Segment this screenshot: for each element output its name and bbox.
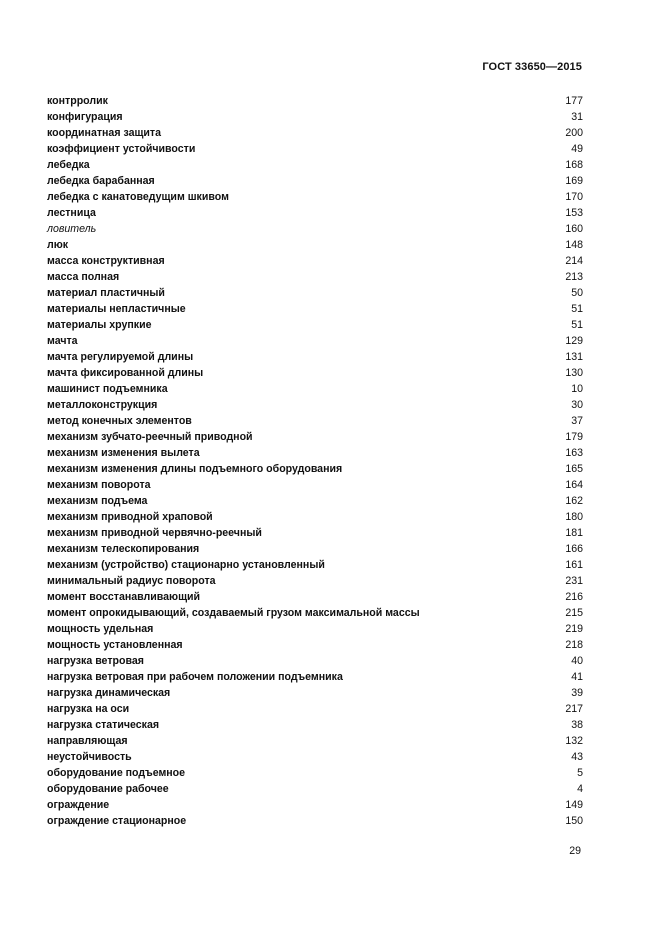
index-term: нагрузка ветровая при рабочем положении подъемника: [47, 671, 343, 683]
index-page-ref: 31: [571, 111, 583, 123]
index-entry: [47, 557, 583, 573]
index-term: мачта регулируемой длины: [47, 351, 194, 363]
index-entry: [47, 317, 583, 333]
index-entry: [47, 685, 583, 701]
index-entry: [47, 669, 583, 685]
index-page-ref: 218: [565, 639, 583, 651]
index-term: металлоконструкция: [47, 399, 158, 411]
index-entry: [47, 189, 583, 205]
index-entry: [47, 781, 583, 797]
page-number: 29: [569, 845, 581, 857]
index-page-ref: 165: [565, 463, 583, 475]
index-page-ref: 153: [565, 207, 583, 219]
index-page-ref: 163: [565, 447, 583, 459]
index-entry: [47, 109, 583, 125]
index-term: масса конструктивная: [47, 255, 165, 267]
index-page-ref: 213: [565, 271, 583, 283]
subject-index-list: [47, 93, 583, 829]
index-term: оборудование подъемное: [47, 767, 186, 779]
index-page-ref: 40: [571, 655, 583, 667]
index-entry: [47, 333, 583, 349]
index-term: нагрузка на оси: [47, 703, 130, 715]
index-entry: [47, 605, 583, 621]
index-page-ref: 215: [565, 607, 583, 619]
index-page-ref: 214: [565, 255, 583, 267]
index-entry: [47, 221, 583, 237]
index-entry: [47, 93, 583, 109]
index-page-ref: 50: [571, 287, 583, 299]
index-entry: [47, 285, 583, 301]
index-page-ref: 168: [565, 159, 583, 171]
index-term: материал пластичный: [47, 287, 165, 299]
index-page-ref: 41: [571, 671, 583, 683]
index-page-ref: 51: [571, 319, 583, 331]
index-term: неустойчивость: [47, 751, 132, 763]
index-entry: [47, 477, 583, 493]
index-entry: [47, 701, 583, 717]
index-term: машинист подъемника: [47, 383, 168, 395]
index-entry: [47, 157, 583, 173]
index-page-ref: 38: [571, 719, 583, 731]
index-entry: [47, 493, 583, 509]
index-term: мощность установленная: [47, 639, 183, 651]
index-term: люк: [47, 239, 69, 251]
index-entry: [47, 349, 583, 365]
index-page-ref: 231: [565, 575, 583, 587]
index-page-ref: 164: [565, 479, 583, 491]
index-term: ограждение стационарное: [47, 815, 187, 827]
index-entry: [47, 237, 583, 253]
index-entry: [47, 509, 583, 525]
index-page-ref: 219: [565, 623, 583, 635]
index-page-ref: 51: [571, 303, 583, 315]
index-page-ref: 4: [577, 783, 583, 795]
index-entry: [47, 253, 583, 269]
index-term: механизм зубчато-реечный приводной: [47, 431, 253, 443]
index-entry: [47, 413, 583, 429]
index-entry: [47, 205, 583, 221]
index-page-ref: 30: [571, 399, 583, 411]
index-page-ref: 49: [571, 143, 583, 155]
index-term: оборудование рабочее: [47, 783, 169, 795]
index-term: коэффициент устойчивости: [47, 143, 196, 155]
index-entry: [47, 461, 583, 477]
index-term: минимальный радиус поворота: [47, 575, 216, 587]
index-entry: [47, 173, 583, 189]
index-page-ref: 166: [565, 543, 583, 555]
index-term: масса полная: [47, 271, 120, 283]
index-entry: [47, 813, 583, 829]
index-term: ловитель: [47, 223, 97, 235]
index-page-ref: 160: [565, 223, 583, 235]
index-term: механизм поворота: [47, 479, 151, 491]
index-entry: [47, 637, 583, 653]
index-page-ref: 149: [565, 799, 583, 811]
index-page-ref: 43: [571, 751, 583, 763]
index-term: координатная защита: [47, 127, 161, 139]
index-term: нагрузка статическая: [47, 719, 160, 731]
index-term: мачта фиксированной длины: [47, 367, 204, 379]
index-page-ref: 130: [565, 367, 583, 379]
index-entry: [47, 429, 583, 445]
index-term: контрролик: [47, 95, 108, 107]
index-page-ref: 179: [565, 431, 583, 443]
document-header: ГОСТ 33650—2015: [482, 61, 582, 73]
index-term: момент опрокидывающий, создаваемый грузом максимальной массы: [47, 607, 420, 619]
index-entry: [47, 125, 583, 141]
index-page-ref: 39: [571, 687, 583, 699]
index-entry: [47, 365, 583, 381]
index-entry: [47, 381, 583, 397]
index-term: нагрузка динамическая: [47, 687, 171, 699]
index-term: материалы непластичные: [47, 303, 186, 315]
index-entry: [47, 717, 583, 733]
index-term: мощность удельная: [47, 623, 154, 635]
index-entry: [47, 733, 583, 749]
index-entry: [47, 589, 583, 605]
index-page-ref: 148: [565, 239, 583, 251]
index-term: конфигурация: [47, 111, 123, 123]
index-term: механизм телескопирования: [47, 543, 200, 555]
index-entry: [47, 653, 583, 669]
index-term: лестница: [47, 207, 96, 219]
index-entry: [47, 141, 583, 157]
index-page-ref: 129: [565, 335, 583, 347]
index-term: момент восстанавливающий: [47, 591, 201, 603]
index-term: механизм изменения длины подъемного оборудования: [47, 463, 343, 475]
index-term: механизм приводной червячно-реечный: [47, 527, 262, 539]
index-term: лебедка барабанная: [47, 175, 155, 187]
index-page-ref: 216: [565, 591, 583, 603]
index-entry: [47, 797, 583, 813]
index-term: механизм изменения вылета: [47, 447, 200, 459]
index-page-ref: 131: [565, 351, 583, 363]
index-term: направляющая: [47, 735, 128, 747]
index-term: лебедка: [47, 159, 90, 171]
index-term: механизм (устройство) стационарно установленный: [47, 559, 325, 571]
index-entry: [47, 525, 583, 541]
index-page-ref: 170: [565, 191, 583, 203]
index-page-ref: 132: [565, 735, 583, 747]
index-entry: [47, 397, 583, 413]
index-entry: [47, 749, 583, 765]
index-page-ref: 5: [577, 767, 583, 779]
index-entry: [47, 573, 583, 589]
index-entry: [47, 269, 583, 285]
index-page-ref: 150: [565, 815, 583, 827]
index-page-ref: 217: [565, 703, 583, 715]
index-page-ref: 37: [571, 415, 583, 427]
index-page-ref: 177: [565, 95, 583, 107]
index-entry: [47, 765, 583, 781]
index-term: лебедка с канатоведущим шкивом: [47, 191, 229, 203]
index-page-ref: 161: [565, 559, 583, 571]
index-term: метод конечных элементов: [47, 415, 192, 427]
index-page-ref: 169: [565, 175, 583, 187]
index-term: материалы хрупкие: [47, 319, 152, 331]
index-term: нагрузка ветровая: [47, 655, 144, 667]
index-entry: [47, 541, 583, 557]
index-page-ref: 200: [565, 127, 583, 139]
index-page-ref: 10: [571, 383, 583, 395]
index-term: мачта: [47, 335, 78, 347]
index-term: механизм приводной храповой: [47, 511, 213, 523]
index-page-ref: 181: [565, 527, 583, 539]
index-term: механизм подъема: [47, 495, 148, 507]
index-page-ref: 162: [565, 495, 583, 507]
index-entry: [47, 445, 583, 461]
index-page-ref: 180: [565, 511, 583, 523]
index-term: ограждение: [47, 799, 110, 811]
index-entry: [47, 301, 583, 317]
index-entry: [47, 621, 583, 637]
